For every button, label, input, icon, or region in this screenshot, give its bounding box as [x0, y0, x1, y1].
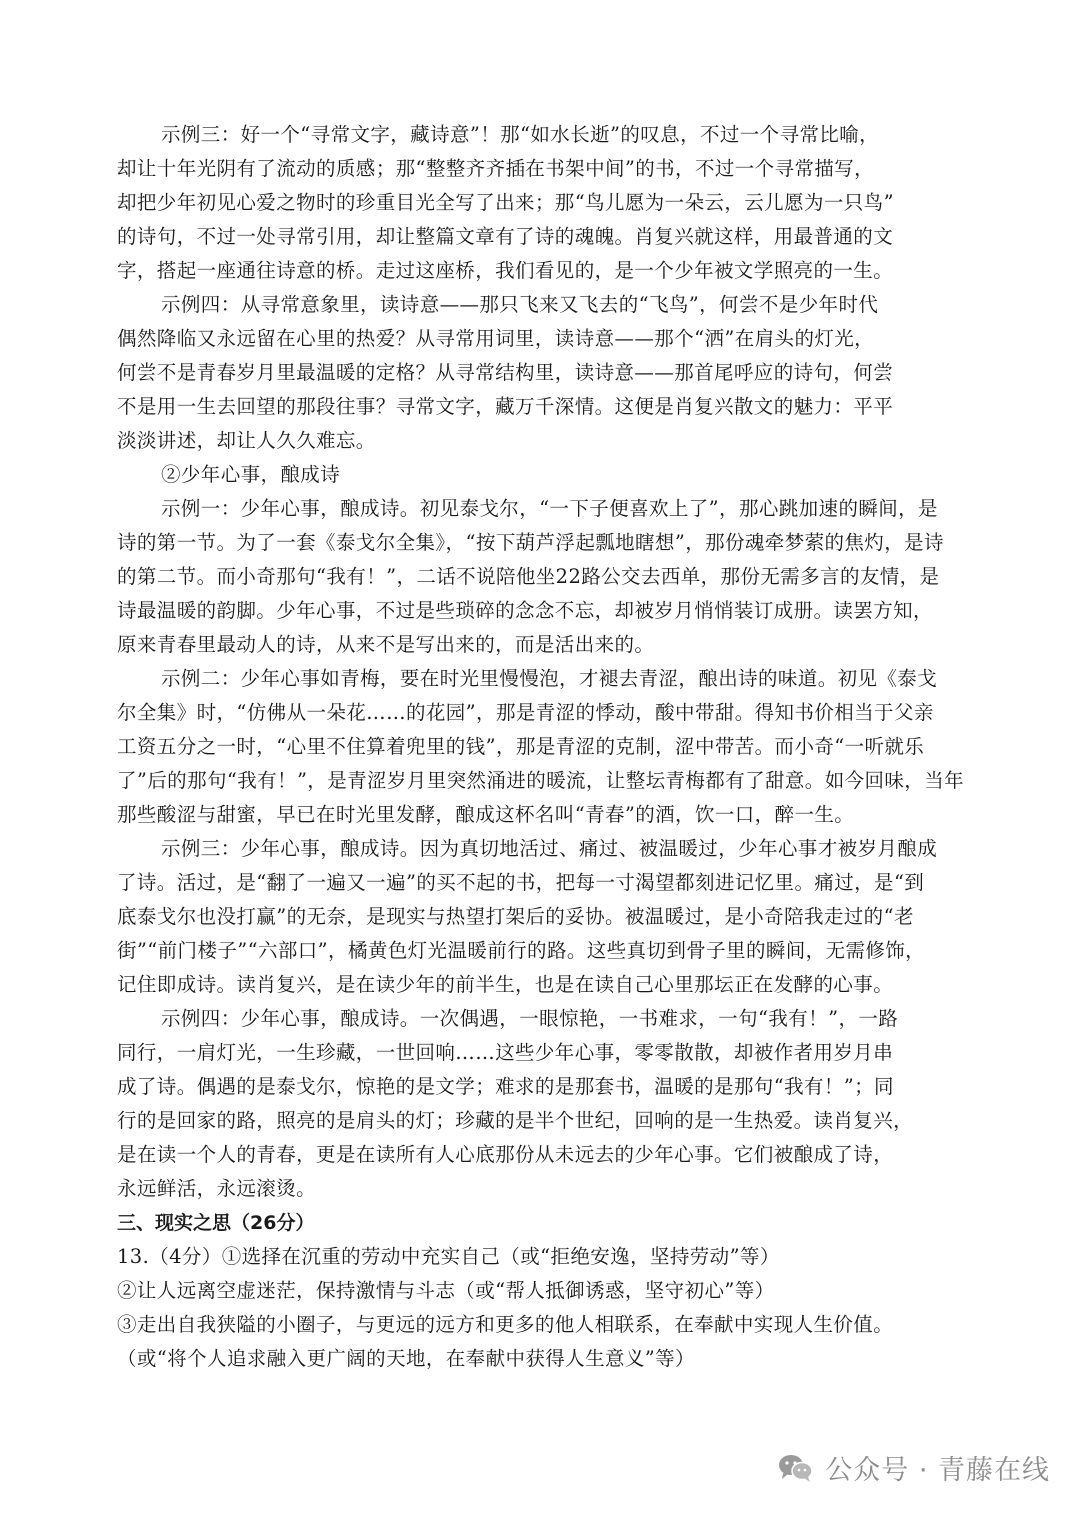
answer-line: 13.（4分）①选择在沉重的劳动中充实自己（或“拒绝安逸，坚持劳动”等） — [117, 1245, 780, 1268]
text-line: 的第二节。而小奇那句“我有！”，二话不说陪他坐22路公交去西单，那份无需多言的友情，是 — [117, 565, 940, 588]
answer-line: （或“将个人追求融入更广阔的天地，在奉献中获得人生意义”等） — [117, 1347, 695, 1370]
document-page — [117, 118, 967, 1376]
text-line: 示例四：从寻常意象里，读诗意——那只飞来又飞去的“飞鸟”，何尝不是少年时代 — [161, 293, 879, 316]
text-line: 那些酸涩与甜蜜，早已在时光里发酵，酿成这杯名叫“青春”的酒，饮一口，醉一生。 — [117, 803, 855, 826]
text-line: 示例三：好一个“寻常文字，藏诗意”！那“如水长逝”的叹息，不过一个寻常比喻， — [161, 123, 880, 146]
text-line: 示例一：少年心事，酿成诗。初见泰戈尔，“一下子便喜欢上了”，那心跳加速的瞬间，是 — [161, 497, 938, 520]
text-line: 永远鲜活，永远滚烫。 — [117, 1177, 317, 1200]
text-line: 底泰戈尔也没打赢”的无奈，是现实与热望打架后的妥协。被温暖过，是小奇陪我走过的“老 — [117, 905, 914, 928]
text-line: 淡淡讲述，却让人久久难忘。 — [117, 429, 376, 452]
text-line: 记住即成诗。读肖复兴，是在读少年的前半生，也是在读自己心里那坛正在发酵的心事。 — [117, 973, 894, 996]
text-line: 示例二：少年心事如青梅，要在时光里慢慢泡，才褪去青涩，酿出诗的味道。初见《泰戈 — [161, 667, 938, 690]
text-line: 街”“前门楼子”“六部口”，橘黄色灯光温暖前行的路。这些真切到骨子里的瞬间，无需修饰， — [117, 939, 926, 962]
answer-block — [117, 1240, 967, 1376]
text-line: 诗最温暖的韵脚。少年心事，不过是些琐碎的念念不忘，却被岁月悄悄装订成册。读罢方知， — [117, 599, 933, 622]
watermark — [777, 1448, 1050, 1487]
text-line: 却把少年初见心爱之物时的珍重目光全写了出来；那“鸟儿愿为一朵云，云儿愿为一只鸟” — [117, 191, 894, 214]
text-line: 工资五分之一时，“心里不住算着兜里的钱”，那是青涩的克制，涩中带苦。而小奇“一听就乐 — [117, 735, 925, 758]
text-line: 示例三：少年心事，酿成诗。因为真切地活过、痛过、被温暖过，少年心事才被岁月酿成 — [161, 837, 938, 860]
text-line: 行的是回家的路，照亮的是肩头的灯；珍藏的是半个世纪，回响的是一生热爱。读肖复兴， — [117, 1109, 914, 1132]
text-line: 成了诗。偶遇的是泰戈尔，惊艳的是文学；难求的是那套书，温暖的是那句“我有！”；同 — [117, 1075, 894, 1098]
text-line: 字，搭起一座通往诗意的桥。走过这座桥，我们看见的，是一个少年被文学照亮的一生。 — [117, 259, 894, 282]
text-line: 何尝不是青春岁月里最温暖的定格？从寻常结构里，读诗意——那首尾呼应的诗句，何尝 — [117, 361, 894, 384]
text-line: 同行，一肩灯光，一生珍藏，一世回响……这些少年心事，零零散散，却被作者用岁月串 — [117, 1041, 894, 1064]
answer-line: ③走出自我狭隘的小圈子，与更远的远方和更多的他人相联系，在奉献中实现人生价值。 — [117, 1313, 894, 1336]
text-line: ②少年心事，酿成诗 — [161, 463, 341, 486]
section-heading: 三、现实之思（26分） — [117, 1212, 315, 1234]
text-line: 不是用一生去回望的那段往事？寻常文字，藏万千深情。这便是肖复兴散文的魅力：平平 — [117, 395, 894, 418]
text-line: 原来青春里最动人的诗，从来不是写出来的，而是活出来的。 — [117, 633, 655, 656]
watermark-text: 公众号 · 青藤在线 — [825, 1455, 1050, 1486]
text-line: 却让十年光阴有了流动的质感；那“整整齐齐插在书架中间”的书，不过一个寻常描写， — [117, 157, 875, 180]
wechat-icon — [777, 1452, 815, 1484]
essay-body — [117, 118, 967, 1206]
text-line: 尔全集》时，“仿佛从一朵花……的花园”，那是青涩的悸动，酸中带甜。得知书价相当于父亲 — [117, 701, 934, 724]
text-line: 偶然降临又永远留在心里的热爱？从寻常用词里，读诗意——那个“洒”在肩头的灯光， — [117, 327, 875, 350]
text-line: 了诗。活过，是“翻了一遍又一遍”的买不起的书，把每一寸渴望都刻进记忆里。痛过，是“到 — [117, 871, 925, 894]
answer-line: ②让人远离空虚迷茫，保持激情与斗志（或“帮人抵御诱惑，坚守初心”等） — [117, 1279, 775, 1302]
text-line: 的诗句，不过一处寻常引用，却让整篇文章有了诗的魂魄。肖复兴就这样，用最普通的文 — [117, 225, 894, 248]
text-line: 是在读一个人的青春，更是在读所有人心底那份从未远去的少年心事。它们被酿成了诗， — [117, 1143, 894, 1166]
text-line: 诗的第一节。为了一套《泰戈尔全集》，“按下葫芦浮起瓢地瞎想”，那份魂牵梦萦的焦灼，是诗 — [117, 531, 944, 554]
text-line: 示例四：少年心事，酿成诗。一次偶遇，一眼惊艳，一书难求，一句“我有！”，一路 — [161, 1007, 899, 1030]
text-line: 了”后的那句“我有！”，是青涩岁月里突然涌进的暖流，让整坛青梅都有了甜意。如今回味，当年 — [117, 769, 965, 792]
